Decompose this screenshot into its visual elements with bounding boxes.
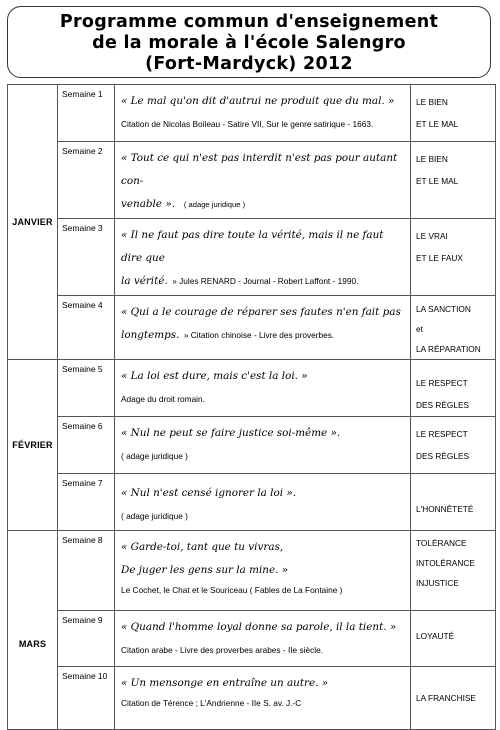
quote-source: Citation de Térence ; L'Andrienne - IIe S. av. J.-C xyxy=(121,698,302,708)
week-label: Semaine 1 xyxy=(58,85,115,142)
theme-cell xyxy=(411,360,496,417)
week-label: Semaine 10 xyxy=(58,667,115,730)
quote-text: « Garde-toi, tant que tu vivras, xyxy=(121,541,284,553)
title-line-1: Programme commun d'enseignement xyxy=(59,12,439,32)
quote-cell xyxy=(115,417,411,474)
week-label: Semaine 7 xyxy=(58,474,115,531)
theme-line: LA RÉPARATION xyxy=(416,344,481,354)
table-row xyxy=(8,474,496,531)
table-row xyxy=(8,417,496,474)
quote-text: De juger les gens sur la mine. » xyxy=(121,564,289,576)
quote-source: Le Cochet, le Chat et le Souriceau ( Fables de La Fontaine ) xyxy=(121,585,343,595)
table-row xyxy=(8,360,496,417)
quote-cell xyxy=(115,360,411,417)
quote-text: venable ». xyxy=(121,198,175,210)
theme-cell xyxy=(411,611,496,667)
week-label: Semaine 6 xyxy=(58,417,115,474)
theme-cell xyxy=(411,219,496,296)
quote-text: « La loi est dure, mais c'est la loi. » xyxy=(121,370,308,382)
week-label: Semaine 2 xyxy=(58,142,115,219)
theme-line: LE BIEN xyxy=(416,97,448,107)
table-row xyxy=(8,611,496,667)
quote-text: « Il ne faut pas dire toute la vérité, mais il ne faut dire que xyxy=(121,229,384,264)
quote-source: ( adage juridique ) xyxy=(121,511,188,521)
quote-text: « Le mal qu'on dit d'autrui ne produit que du mal. » xyxy=(121,95,395,107)
quote-source: Citation arabe - Livre des proverbes arabes - IIe siècle. xyxy=(121,645,323,655)
theme-cell xyxy=(411,296,496,360)
quote-source: Adage du droit romain. xyxy=(121,394,205,404)
week-label: Semaine 5 xyxy=(58,360,115,417)
week-label: Semaine 3 xyxy=(58,219,115,296)
theme-line: et xyxy=(416,324,423,334)
quote-cell xyxy=(115,142,411,219)
theme-line: TOLÉRANCE xyxy=(416,538,467,548)
theme-cell xyxy=(411,142,496,219)
theme-line: INJUSTICE xyxy=(416,578,459,588)
title-line-3: (Fort-Mardyck) 2012 xyxy=(145,54,353,74)
theme-cell xyxy=(411,474,496,531)
quote-source: ( adage juridique ) xyxy=(183,200,246,209)
theme-line: LE BIEN xyxy=(416,154,448,164)
theme-line: LA SANCTION xyxy=(416,304,471,314)
theme-line: L'HONNÊTETÉ xyxy=(416,504,474,514)
theme-line: INTOLÉRANCE xyxy=(416,558,475,568)
theme-line: LA FRANCHISE xyxy=(416,693,476,703)
theme-cell xyxy=(411,417,496,474)
quote-cell xyxy=(115,667,411,730)
theme-line: LE RESPECT xyxy=(416,378,468,388)
programme-table xyxy=(7,84,496,730)
week-label: Semaine 9 xyxy=(58,611,115,667)
theme-cell xyxy=(411,85,496,142)
quote-source: » Jules RENARD - Journal - Robert Laffont - 1990. xyxy=(172,276,359,286)
quote-cell xyxy=(115,611,411,667)
theme-cell xyxy=(411,667,496,730)
table-row xyxy=(8,531,496,611)
table-row xyxy=(8,296,496,360)
table-row xyxy=(8,667,496,730)
quote-cell xyxy=(115,296,411,360)
quote-text: « Quand l'homme loyal donne sa parole, il la tient. » xyxy=(121,621,397,633)
quote-cell xyxy=(115,474,411,531)
theme-line: ET LE MAL xyxy=(416,119,459,129)
table-row xyxy=(8,85,496,142)
quote-text: « Qui a le courage de réparer ses fautes n'en fait pas xyxy=(121,306,401,318)
theme-line: ET LE FAUX xyxy=(416,253,463,263)
quote-cell xyxy=(115,219,411,296)
theme-line: DES RÈGLES xyxy=(416,451,470,461)
week-label: Semaine 8 xyxy=(58,531,115,611)
quote-cell xyxy=(115,85,411,142)
quote-text: « Nul n'est censé ignorer la loi ». xyxy=(121,487,297,499)
quote-source: ( adage juridique ) xyxy=(121,451,188,461)
theme-cell xyxy=(411,531,496,611)
quote-source: » Citation chinoise - Livre des proverbes. xyxy=(183,330,335,340)
quote-text: « Tout ce qui n'est pas interdit n'est pas pour autant con- xyxy=(121,152,398,187)
theme-line: LE VRAI xyxy=(416,231,448,241)
title-line-2: de la morale à l'école Salengro xyxy=(92,33,406,53)
table-row xyxy=(8,142,496,219)
quote-text: « Un mensonge en entraîne un autre. » xyxy=(121,677,329,689)
theme-line: ET LE MAL xyxy=(416,176,459,186)
theme-line: DES RÈGLES xyxy=(416,400,470,410)
theme-line: LE RESPECT xyxy=(416,429,468,439)
theme-line: LOYAUTÉ xyxy=(416,631,455,641)
quote-text: la vérité. xyxy=(121,275,168,287)
quote-source: Citation de Nicolas Boileau - Satire VII, Sur le genre satirique - 1663. xyxy=(121,119,374,129)
quote-text: longtemps. xyxy=(121,329,180,341)
quote-cell xyxy=(115,531,411,611)
week-label: Semaine 4 xyxy=(58,296,115,360)
quote-text: « Nul ne peut se faire justice soi-même ». xyxy=(121,427,341,439)
month-february: FÉVRIER xyxy=(8,360,58,531)
document-title xyxy=(7,6,491,78)
month-march: MARS xyxy=(8,531,58,730)
table-row xyxy=(8,219,496,296)
month-january: JANVIER xyxy=(8,85,58,360)
